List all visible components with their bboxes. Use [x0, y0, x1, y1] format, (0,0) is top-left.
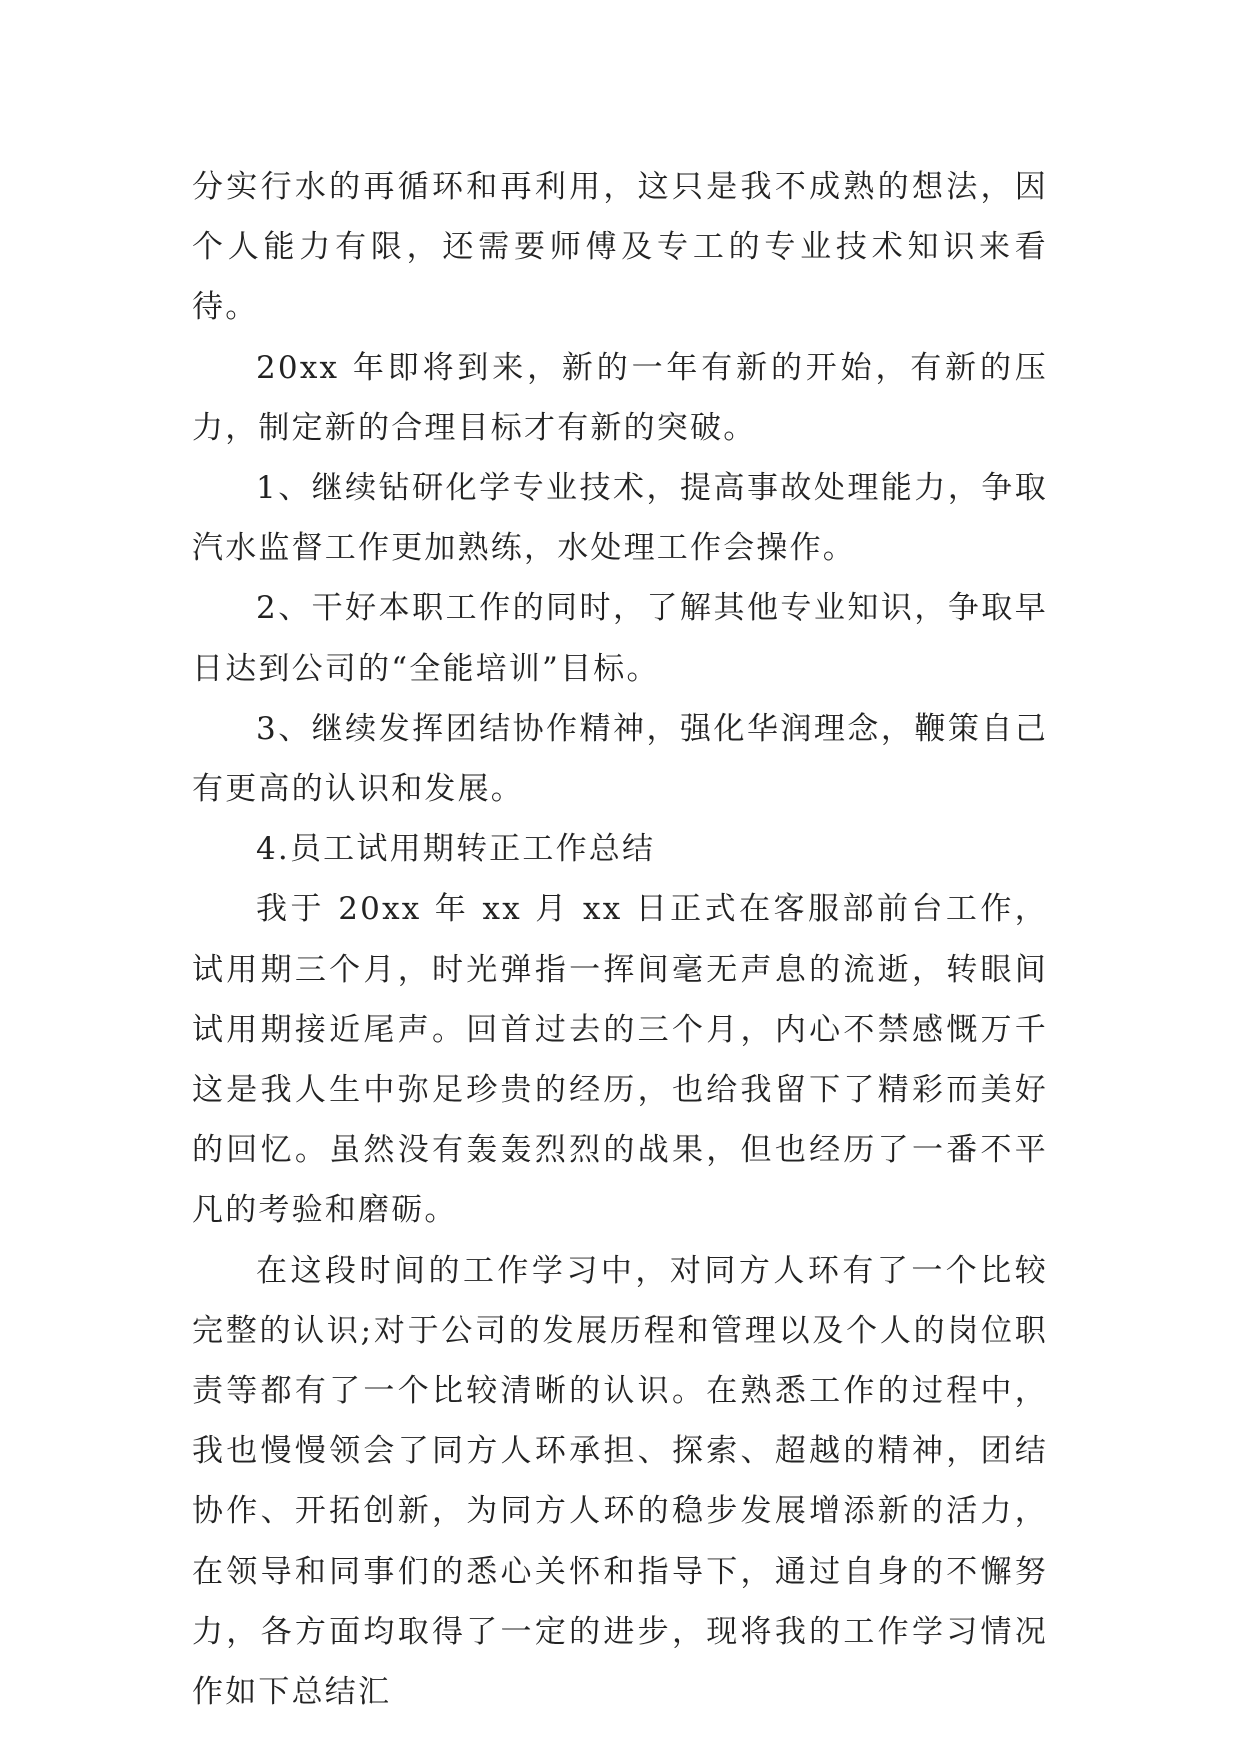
section-heading: 4.员工试用期转正工作总结 — [256, 831, 656, 868]
document-body — [192, 157, 1048, 1722]
paragraph: 在这段时间的工作学习中，对同方人环有了一个比较完整的认识;对于公司的发展历程和管理以及个人的岗位职责等都有了一个比较清晰的认识。在熟悉工作的过程中，我也慢慢领会了同方人环承担、探索、超越的精神，团结协作、开拓创新，为同方人环的稳步发展增添新的活力，在领导和同事们的悉心关怀和指导下，通过自身的不懈努力，各方面均取得了一定的进步，现将我的工作学习情况作如下总结汇 — [192, 1252, 1048, 1711]
paragraph: 我于 20xx 年 xx 月 xx 日正式在客服部前台工作，试用期三个月，时光弹指一挥间毫无声息的流逝，转眼间试用期接近尾声。回首过去的三个月，内心不禁感慨万千这是我人生中弥足珍贵的经历，也给我留下了精彩而美好的回忆。虽然没有轰轰烈烈的战果，但也经历了一番不平凡的考验和磨砺。 — [192, 891, 1048, 1229]
paragraph: 20xx 年即将到来，新的一年有新的开始，有新的压力，制定新的合理目标才有新的突破。 — [192, 349, 1048, 446]
list-item: 3、继续发挥团结协作精神，强化华润理念，鞭策自己有更高的认识和发展。 — [192, 710, 1048, 808]
paragraph: 分实行水的再循环和再利用，这只是我不成熟的想法，因个人能力有限，还需要师傅及专工的专业技术知识来看待。 — [192, 169, 1048, 326]
list-item: 1、继续钻研化学专业技术，提高事故处理能力，争取汽水监督工作更加熟练，水处理工作会操作。 — [192, 470, 1048, 567]
list-item: 2、干好本职工作的同时，了解其他专业知识，争取早日达到公司的“全能培训”目标。 — [192, 590, 1048, 687]
